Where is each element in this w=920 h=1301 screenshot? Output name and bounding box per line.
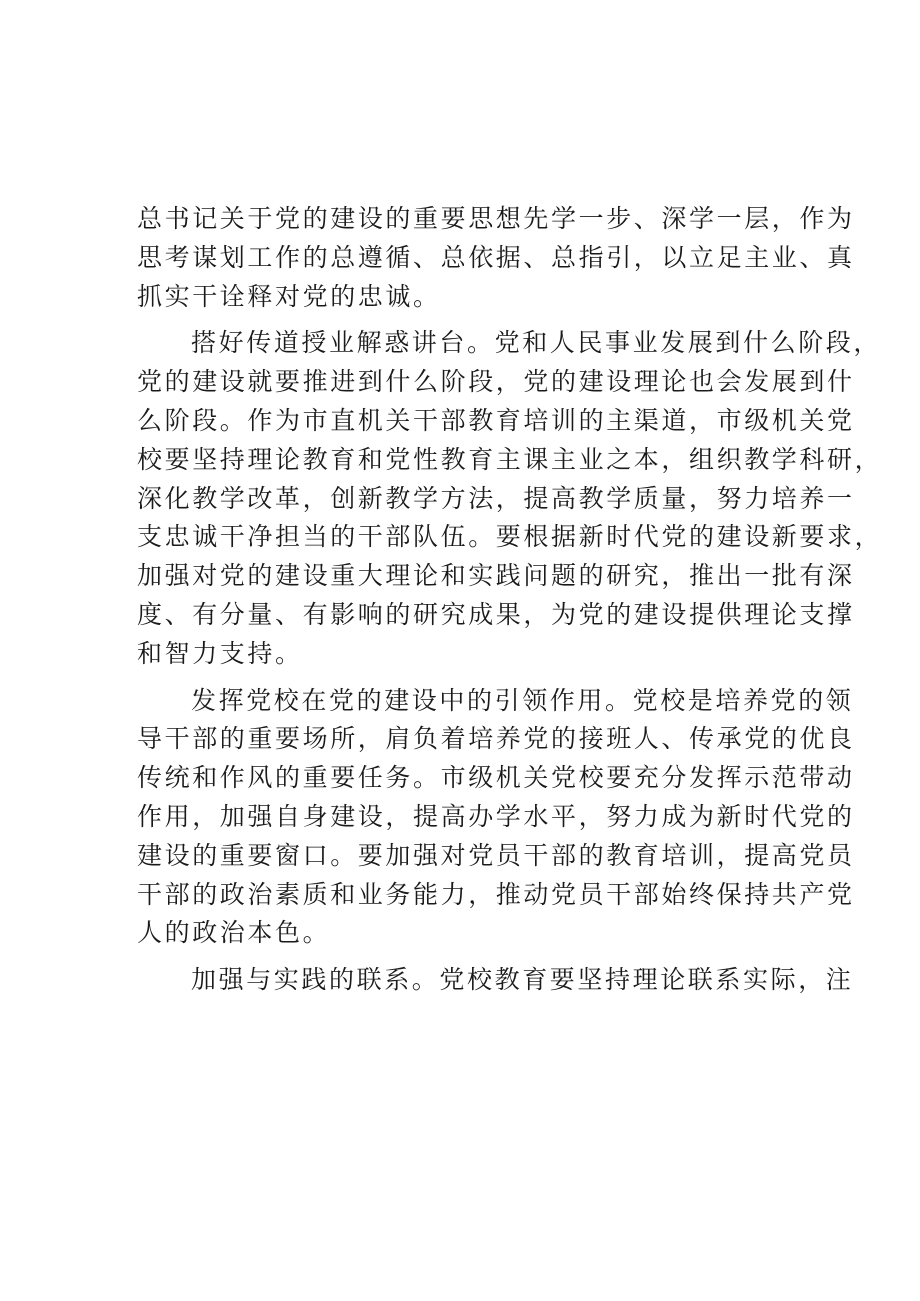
paragraph-1 (137, 200, 855, 316)
text-line: 干部的政治素质和业务能力，推动党员干部始终保持共产党 (137, 879, 855, 909)
text-line: 搭好传道授业解惑讲台。党和人民事业发展到什么阶段， (191, 328, 882, 358)
document-body (137, 200, 883, 1000)
text-line: 校要坚持理论教育和党性教育主课主业之本，组织教学科研， (137, 444, 883, 474)
text-line: 度、有分量、有影响的研究成果，为党的建设提供理论支撑 (137, 599, 855, 629)
text-line: 人的政治本色。 (137, 918, 331, 948)
text-line: 思考谋划工作的总遵循、总依据、总指引，以立足主业、真 (137, 242, 855, 272)
text-line: 总书记关于党的建设的重要思想先学一步、深学一层，作为 (137, 204, 855, 233)
paragraph-3 (137, 682, 855, 954)
text-line: 建设的重要窗口。要加强对党员干部的教育培训，提高党员 (137, 840, 855, 870)
paragraph-gap (137, 674, 797, 682)
text-line: 么阶段。作为市直机关干部教育培训的主渠道，市级机关党 (137, 405, 855, 435)
paragraph-2 (137, 324, 883, 673)
text-line: 支忠诚干净担当的干部队伍。要根据新时代党的建设新要求， (137, 522, 883, 552)
text-line: 加强对党的建设重大理论和实践问题的研究，推出一批有深 (137, 561, 855, 591)
text-line: 深化教学改革，创新教学方法，提高教学质量，努力培养一 (137, 483, 855, 513)
text-line: 和智力支持。 (137, 638, 303, 668)
paragraph-4 (137, 961, 854, 1000)
paragraph-gap (137, 953, 797, 961)
text-line: 抓实干诠释对党的忠诚。 (137, 281, 441, 311)
text-line: 传统和作风的重要任务。市级机关党校要充分发挥示范带动 (137, 763, 855, 793)
text-line: 加强与实践的联系。党校教育要坚持理论联系实际，注 (191, 965, 854, 995)
text-line: 党的建设就要推进到什么阶段，党的建设理论也会发展到什 (137, 367, 855, 397)
text-line: 作用，加强自身建设，提高办学水平，努力成为新时代党的 (137, 801, 855, 831)
paragraph-gap (137, 316, 797, 324)
text-line: 导干部的重要场所，肩负着培养党的接班人、传承党的优良 (137, 724, 855, 754)
text-line: 发挥党校在党的建设中的引领作用。党校是培养党的领 (191, 685, 854, 715)
